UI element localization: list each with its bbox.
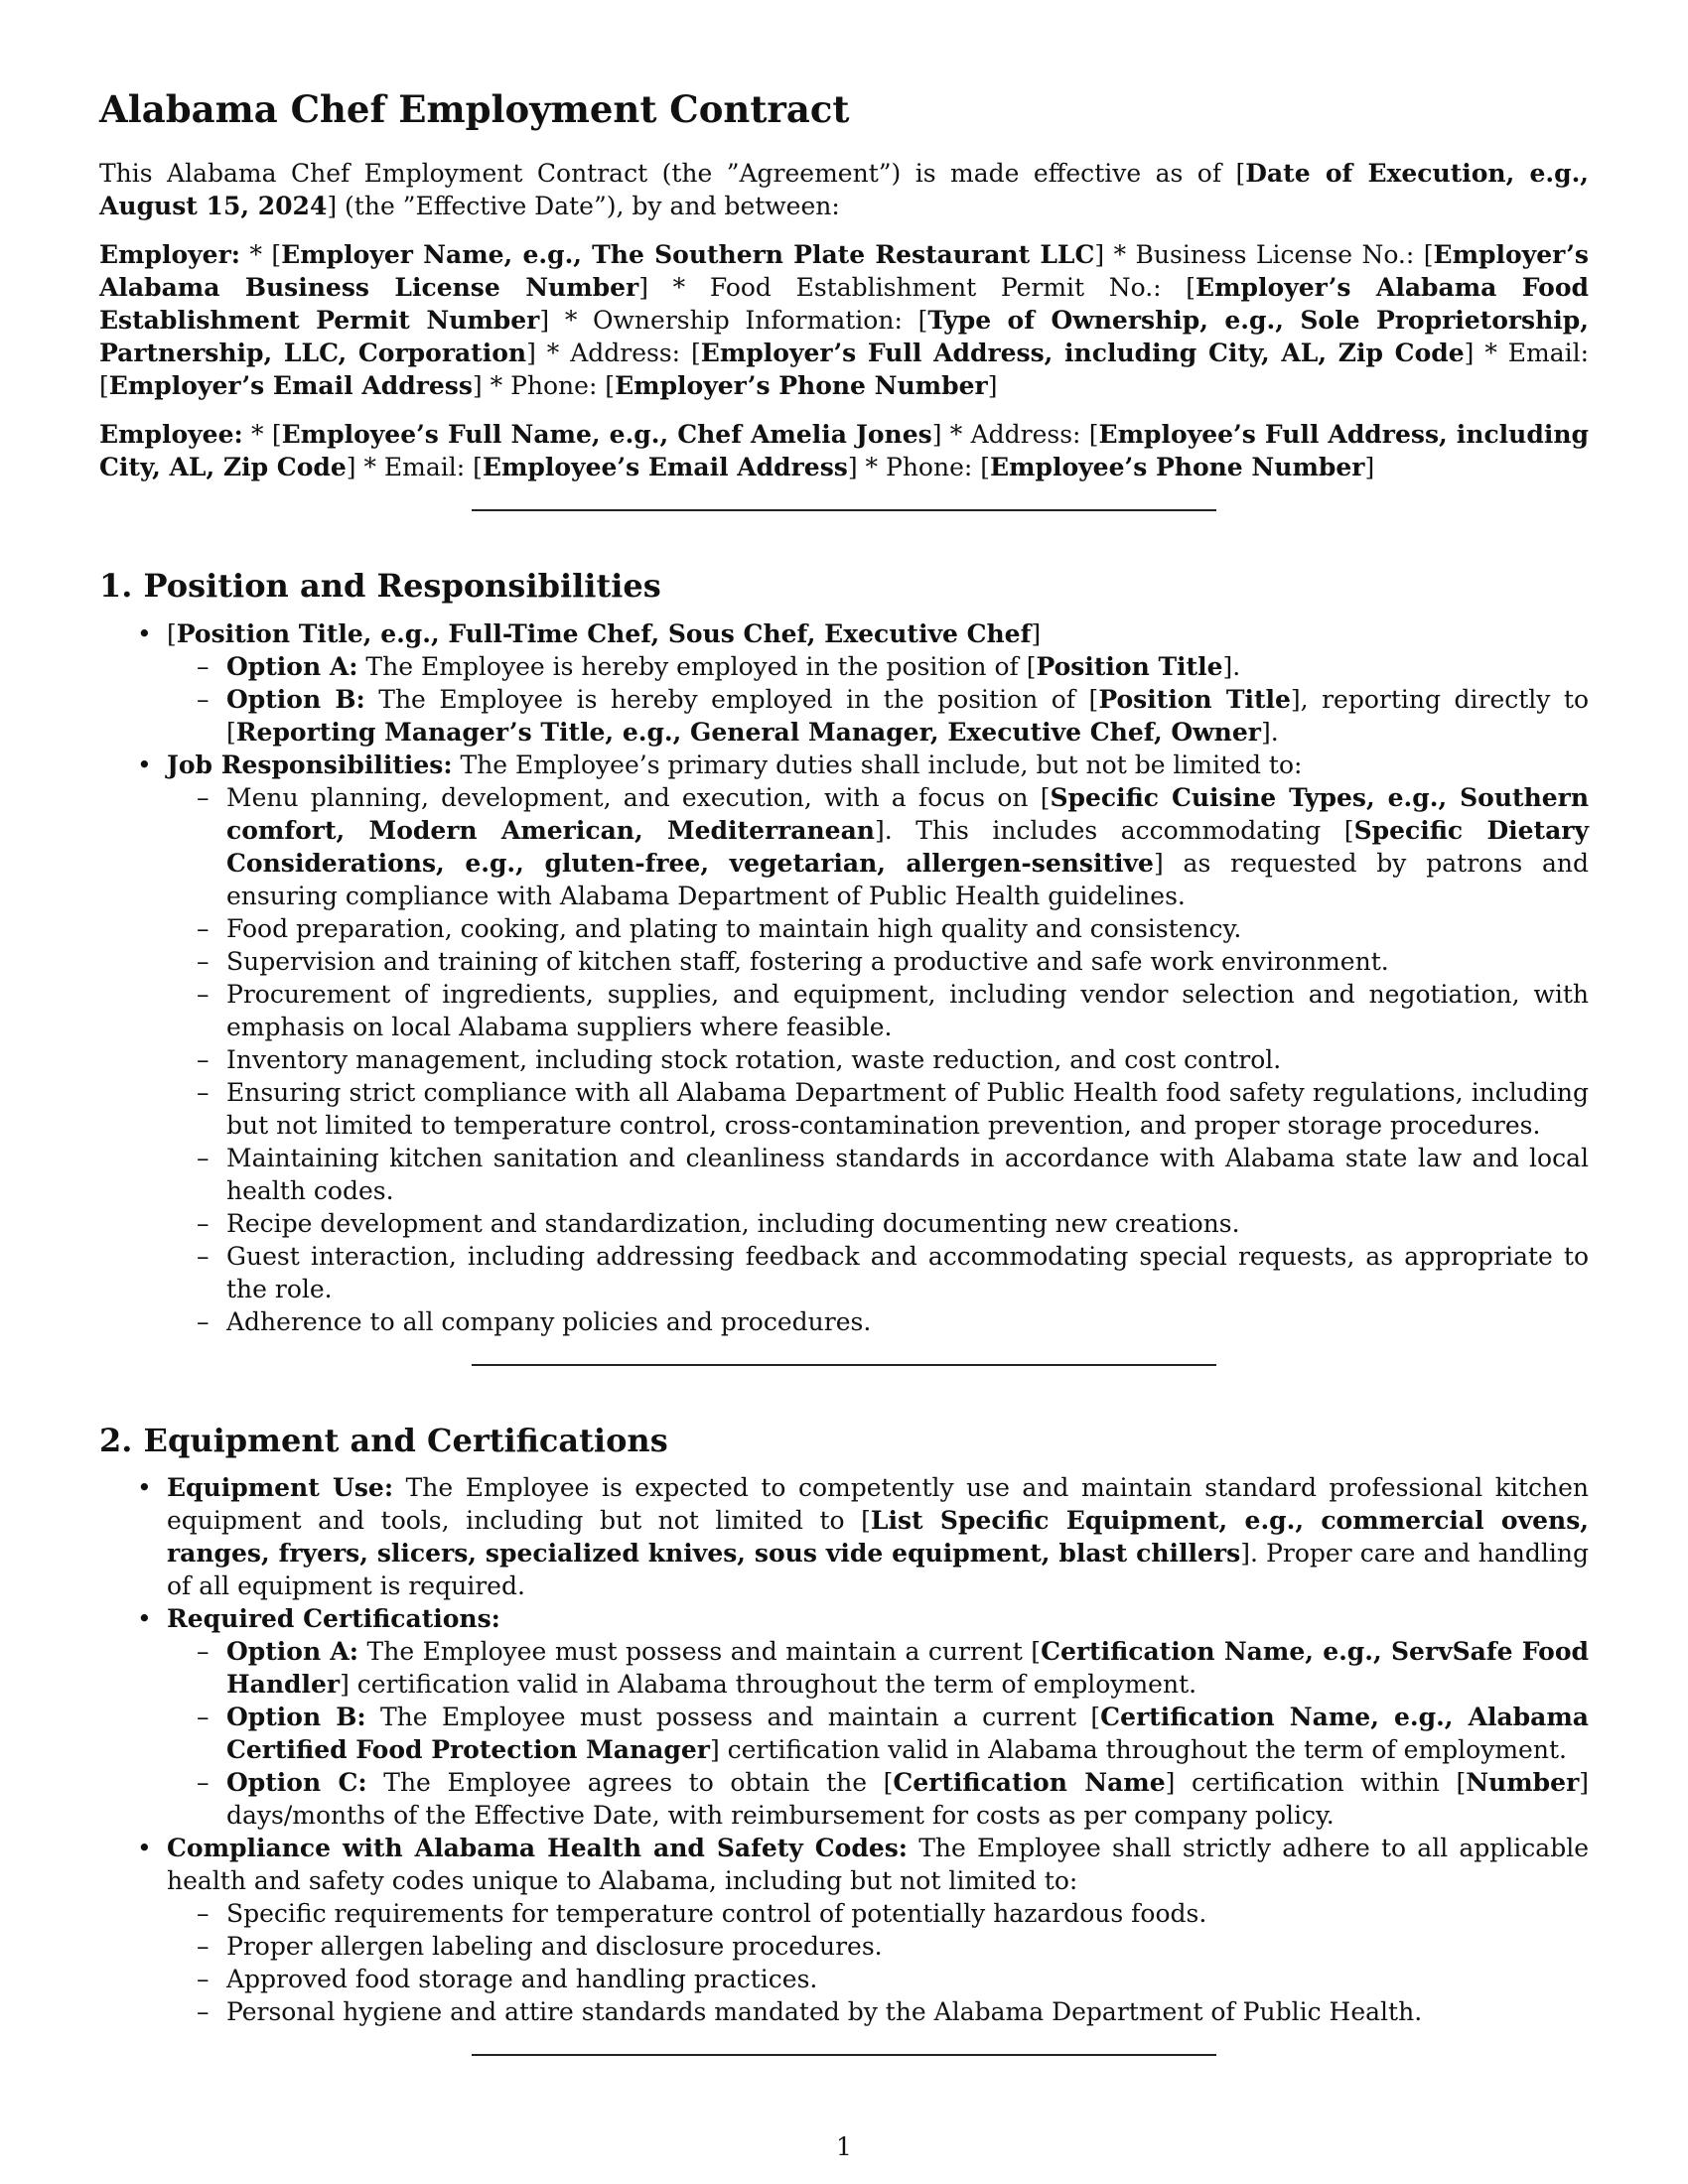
position-title-placeholder: Position Title <box>1036 651 1223 681</box>
employee-label: Employee: <box>99 420 243 450</box>
list-item: – Proper allergen labeling and disclosure procedures. <box>167 1930 1589 1963</box>
employee-name-placeholder: Employee’s Full Name, e.g., Chef Amelia Jones <box>281 420 932 450</box>
number-placeholder: Number <box>1466 1768 1580 1798</box>
intro-text: ] (the ”Effective Date”), by and between: <box>327 192 840 221</box>
employee-address-placeholder: Employee’s Full Address, including City, AL, Zip Code <box>99 420 1589 482</box>
list-item: – Inventory management, including stock rotation, waste reduction, and cost control. <box>167 1043 1589 1076</box>
list-item <box>99 617 1589 749</box>
list-item: – Ensuring strict compliance with all Alabama Department of Public Health food safety regulations, including but not limited to temperature control, cross-contamination prevention, and proper storage procedures. <box>167 1076 1589 1142</box>
option-text: The Employee is hereby employed in the position of [ <box>357 651 1037 681</box>
option-text: ] certification within [ <box>1165 1768 1467 1798</box>
document-title: Alabama Chef Employment Contract <box>99 87 850 131</box>
equipment-list <box>99 1471 1589 2028</box>
compliance-text: The Employee shall strictly adhere to all applicable health and safety codes unique to Alabama, including but not limited to: <box>167 1834 1589 1896</box>
employee-email-placeholder: Employee’s Email Address <box>482 453 848 482</box>
execution-date-placeholder: Date of Execution, e.g., August 15, 2024 <box>99 159 1590 221</box>
option-text: ] days/months of the Effective Date, with reimbursement for costs as per company policy. <box>226 1768 1590 1831</box>
employer-permit-placeholder: Employer’s Alabama Food Establishment Permit Number <box>99 273 1589 336</box>
employer-text: ] * Ownership Information: [ <box>539 306 928 336</box>
option-text: ] certification valid in Alabama throughout the term of employment. <box>709 1735 1567 1765</box>
employer-text: ] * Email: [ <box>99 339 1590 401</box>
employer-text: ] * Business License No.: [ <box>1094 240 1434 270</box>
certification-name-placeholder: Certification Name, e.g., ServSafe Food Handler <box>226 1637 1589 1700</box>
section-divider <box>472 509 1216 511</box>
equipment-text: ]. Proper care and handling of all equipment is required. <box>167 1539 1589 1601</box>
list-item: – Food preparation, cooking, and plating to maintain high quality and consistency. <box>167 912 1589 945</box>
certification-name-placeholder: Certification Name <box>893 1768 1166 1798</box>
employer-text: ] * Phone: [ <box>472 371 616 401</box>
section-divider <box>472 2054 1216 2056</box>
employee-text: ] <box>1364 453 1375 482</box>
employee-phone-placeholder: Employee’s Phone Number <box>990 453 1365 482</box>
certification-name-placeholder: Certification Name, e.g., Alabama Certified Food Protection Manager <box>226 1703 1590 1765</box>
position-options <box>167 650 1589 749</box>
option-text: ] certification valid in Alabama throughout the term of employment. <box>340 1670 1197 1700</box>
option-text: The Employee is hereby employed in the position of [ <box>364 684 1099 714</box>
employer-label: Employer: <box>99 240 240 270</box>
bracket: [ <box>167 618 177 648</box>
employer-phone-placeholder: Employer’s Phone Number <box>615 371 988 401</box>
list-item: – Adherence to all company policies and procedures. <box>167 1305 1589 1338</box>
option-text: The Employee agrees to obtain the [ <box>366 1768 894 1798</box>
manager-title-placeholder: Reporting Manager’s Title, e.g., General Manager, Executive Chef, Owner <box>235 717 1261 747</box>
equipment-text: The Employee is expected to competently use and maintain standard professional kitchen equipment and tools, including but not limited to [ <box>167 1473 1589 1536</box>
equipment-placeholder: List Specific Equipment, e.g., commercial ovens, ranges, fryers, slicers, specialized knives, sous vide equipment, blast chillers <box>167 1506 1589 1569</box>
option-label: Option B: <box>226 1703 366 1732</box>
option-label: Option A: <box>226 1637 359 1667</box>
position-list <box>99 617 1589 1338</box>
option-text: The Employee must possess and maintain a current [ <box>365 1703 1101 1732</box>
employee-text: ] * Email: [ <box>346 453 483 482</box>
position-title-placeholder: Position Title, e.g., Full-Time Chef, Sous Chef, Executive Chef <box>176 618 1032 648</box>
employer-text: * [ <box>240 240 282 270</box>
list-item: – Approved food storage and handling practices. <box>167 1963 1589 1995</box>
list-item <box>167 1701 1589 1766</box>
employer-address-placeholder: Employer’s Full Address, including City, AL, Zip Code <box>700 339 1465 368</box>
section-divider <box>472 1364 1216 1366</box>
list-item <box>167 781 1589 912</box>
duty-text: Menu planning, development, and execution, with a focus on [ <box>226 782 1051 812</box>
option-text: ], reporting directly to [ <box>226 684 1589 747</box>
employee-paragraph <box>99 418 1589 483</box>
page-number: 1 <box>836 2132 852 2161</box>
employer-ownership-placeholder: Type of Ownership, e.g., Sole Proprietorship, Partnership, LLC, Corporation <box>99 306 1589 368</box>
list-item <box>167 1635 1589 1701</box>
list-item: – Personal hygiene and attire standards mandated by the Alabama Department of Public Health. <box>167 1995 1589 2028</box>
list-item <box>167 650 1589 683</box>
option-label: Option A: <box>226 651 358 681</box>
intro-text: This Alabama Chef Employment Contract (the ”Agreement”) is made effective as of [ <box>99 159 1246 189</box>
section-heading-equipment: 2. Equipment and Certifications <box>99 1421 668 1459</box>
list-item: – Recipe development and standardization, including documenting new creations. <box>167 1207 1589 1240</box>
option-label: Option B: <box>226 684 365 714</box>
job-responsibilities-text: The Employee’s primary duties shall include, but not be limited to: <box>452 750 1303 779</box>
list-item: – Supervision and training of kitchen staff, fostering a productive and safe work environment. <box>167 945 1589 978</box>
employer-text: ] * Food Establishment Permit No.: [ <box>638 273 1196 303</box>
list-item: – Guest interaction, including addressing feedback and accommodating special requests, as appropriate to the role. <box>167 1240 1589 1305</box>
option-label: Option C: <box>226 1768 367 1798</box>
employer-text: ] * Address: [ <box>526 339 701 368</box>
option-text: ]. <box>1222 651 1241 681</box>
dietary-considerations-placeholder: Specific Dietary Considerations, e.g., gluten-free, vegetarian, allergen-sensitive <box>226 815 1589 878</box>
employer-email-placeholder: Employer’s Email Address <box>108 371 473 401</box>
employer-name-placeholder: Employer Name, e.g., The Southern Plate Restaurant LLC <box>281 240 1095 270</box>
duty-text: ] as requested by patrons and ensuring compliance with Alabama Department of Public Health guidelines. <box>226 848 1589 910</box>
employer-text: ] <box>987 371 998 401</box>
intro-paragraph <box>99 157 1589 222</box>
list-item <box>167 683 1589 749</box>
list-item <box>99 1602 1589 1832</box>
codes-list <box>167 1897 1589 2028</box>
bracket: ] <box>1031 618 1042 648</box>
compliance-label: Compliance with Alabama Health and Safety Codes: <box>167 1834 909 1863</box>
certifications-label: Required Certifications: <box>167 1604 500 1634</box>
duties-list <box>167 781 1589 1338</box>
employee-text: ] * Address: [ <box>931 420 1099 450</box>
document-page <box>99 87 1589 2112</box>
list-item <box>99 749 1589 1338</box>
employee-text: ] * Phone: [ <box>847 453 990 482</box>
certification-options <box>167 1635 1589 1832</box>
list-item <box>99 1471 1589 1602</box>
employer-paragraph <box>99 238 1589 402</box>
job-responsibilities-label: Job Responsibilities: <box>167 750 453 779</box>
equipment-use-label: Equipment Use: <box>167 1473 394 1503</box>
list-item <box>167 1766 1589 1832</box>
cuisine-types-placeholder: Specific Cuisine Types, e.g., Southern comfort, Modern American, Mediterranean <box>226 782 1589 845</box>
section-heading-position: 1. Position and Responsibilities <box>99 567 661 606</box>
list-item <box>99 1832 1589 2028</box>
option-text: ]. <box>1260 717 1279 747</box>
list-item: – Procurement of ingredients, supplies, and equipment, including vendor selection and negotiation, with emphasis on local Alabama suppliers where feasible. <box>167 978 1589 1043</box>
list-item: – Specific requirements for temperature control of potentially hazardous foods. <box>167 1897 1589 1930</box>
duty-text: ]. This includes accommodating [ <box>874 815 1354 845</box>
employee-text: * [ <box>242 420 282 450</box>
position-title-placeholder: Position Title <box>1098 684 1291 714</box>
list-item: – Maintaining kitchen sanitation and cleanliness standards in accordance with Alabama state law and local health codes. <box>167 1142 1589 1207</box>
employer-license-placeholder: Employer’s Alabama Business License Number <box>99 240 1589 303</box>
option-text: The Employee must possess and maintain a current [ <box>358 1637 1042 1667</box>
